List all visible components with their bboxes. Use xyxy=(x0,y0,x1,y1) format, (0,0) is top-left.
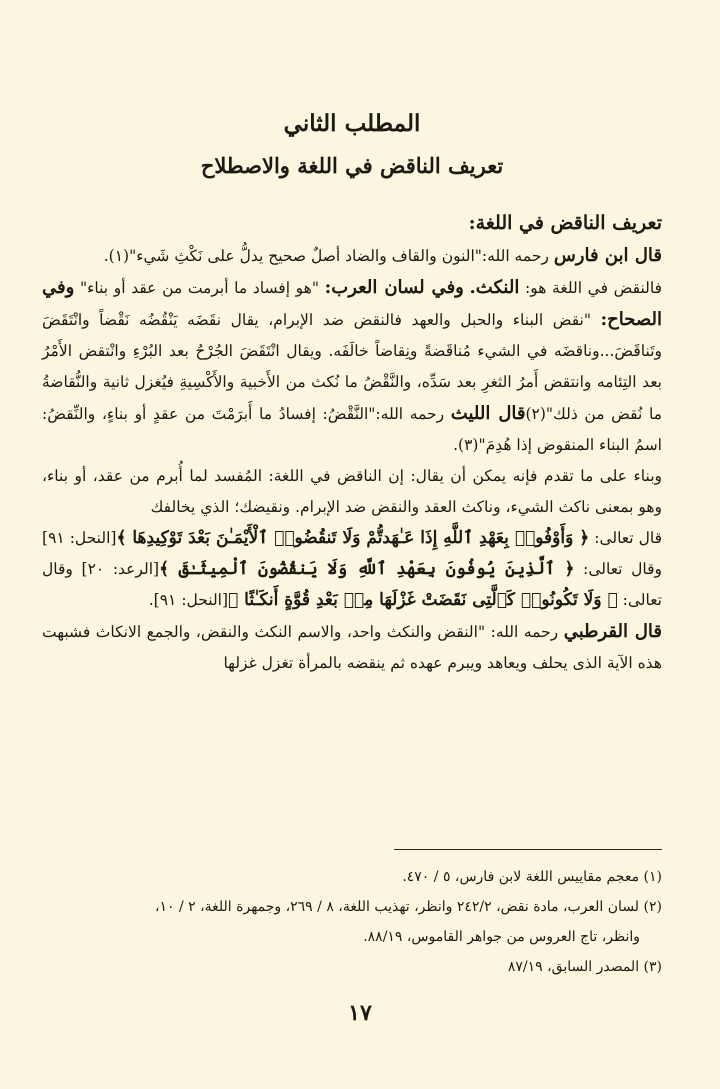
source-name: وفي الصحاح: xyxy=(42,277,662,330)
heading-block xyxy=(42,110,662,178)
quote-author: قال القرطبي xyxy=(563,621,662,642)
paragraph-qurtubi xyxy=(42,616,662,679)
footnotes xyxy=(42,862,662,982)
key-term: النكث. xyxy=(469,277,520,298)
verse-reference: [الرعد: ٢٠] xyxy=(81,560,160,578)
page-number: ١٧ xyxy=(348,1000,372,1026)
quran-verse: ﴿ وَلَا تَكُونُوا۟ كَٱلَّتِى نَقَضَتْ غَزْلَهَا مِنۢ بَعْدِ قُوَّةٍ أَنكَـٰثًا ﴾ xyxy=(228,590,618,610)
quran-verse: ﴿ ٱلَّذِينَ يُوفُونَ بِعَهْدِ ٱللَّهِ وَلَا يَنقُضُونَ ٱلْمِيثَـٰقَ ﴾ xyxy=(159,559,575,579)
verse-reference: [النحل: ٩١] xyxy=(42,529,117,547)
paragraph-text: رحمه الله:"النَّقْضُ: إفسادُ ما أَبرَمْتَ من عقدٍ أو بناءٍ، والنِّقضُ: اسمُ البناء المنقوض إذا هُدِمَ"(٣). xyxy=(42,405,662,454)
quote-author: قال ابن فارس xyxy=(553,245,662,266)
chapter-subtitle: تعريف الناقض في اللغة والاصطلاح xyxy=(200,153,504,178)
paragraph-text: رحمه الله:"النون والقاف والضاد أصلٌ صحيح يدلُّ على نَكْثِ شَيء"(١). xyxy=(103,247,554,265)
section-title: تعريف الناقض في اللغة: xyxy=(468,212,662,234)
paragraph-verses xyxy=(42,523,662,616)
footnote-2-continuation: وانظر، تاج العروس من جواهر القاموس، ٨٨/١٩. xyxy=(363,929,640,945)
paragraph-text: "نقض البناء والحبل والعهد فالنقض ضد الإبرام، يقال نقَضَه يَنْقُضُه نَقْضاً وانْتَقَضَ وتَناقَضَ...وناقضَه في الشيء مُناقَضةً ونِقاضاً خالَفَه. ويقال انْتَقَضَ الجُرْحُ بعد البُرْءِ وانْتقض الأَمْرُ بعد التِئامه وانتقض أَمرُ الثغرِ بعد سَدِّه، والنَّقْضُ ما نُكث من الأَخبية والأَكْسِيةِ فيُغزل ثانية والنُّقاضةُ ما نُقض من ذلك"(٢) xyxy=(42,311,662,423)
footnote-2: (٢) لسان العرب، مادة نقض، ٢٤٢/٢ وانظر، تهذيب اللغة، ٨ / ٢٦٩، وجمهرة اللغة، ٢ / ١٠، xyxy=(154,899,662,915)
footnote-1: (١) معجم مقاييس اللغة لابن فارس، ٥ / ٤٧٠. xyxy=(402,869,662,885)
paragraph-conclusion: وبناء على ما تقدم فإنه يمكن أن يقال: إن الناقض في اللغة: المُفسد لما أُبرم من عقد، أو بناء، وهو بمعنى ناكث الشيء، وناكث العقد والنقض ضد الإبرام. ونقيضك؛ الذي يخالفك xyxy=(42,467,662,516)
paragraph-text: فالنقض في اللغة هو: xyxy=(519,279,662,297)
paragraph-text: وقال تعالى: xyxy=(42,560,662,609)
quote-author: قال الليث xyxy=(450,403,526,424)
source-name: وفي لسان العرب: xyxy=(324,277,464,298)
footnote-separator xyxy=(394,849,662,850)
verse-reference: [النحل: ٩١]. xyxy=(148,591,229,609)
footnote-3: (٣) المصدر السابق، ٨٧/١٩ xyxy=(507,959,662,975)
paragraph-text: "هو إفساد ما أبرمت من عقد أو بناء" xyxy=(74,279,325,297)
paragraph-ibn-faris xyxy=(42,240,662,272)
paragraph-text: وقال تعالى: xyxy=(574,560,662,578)
quran-verse: ﴿ وَأَوْفُوا۟ بِعَهْدِ ٱللَّهِ إِذَا عَـٰهَدتُّمْ وَلَا تَنقُضُوا۟ ٱلْأَيْمَـٰنَ بَعْدَ تَوْكِيدِهَا ﴾ xyxy=(116,528,590,548)
paragraph-text: قال تعالى: xyxy=(589,529,662,547)
chapter-title: المطلب الثاني xyxy=(283,110,421,137)
paragraph-definitions xyxy=(42,272,662,461)
paragraph-text: رحمه الله: "النقض والنكث واحد، والاسم النكث والنقض، والجمع الانكاث فشبهت هذه الآية الذى يحلف ويعاهد ويبرم عهده ثم ينقضه بالمرأة تغزل غزلها xyxy=(42,623,662,672)
